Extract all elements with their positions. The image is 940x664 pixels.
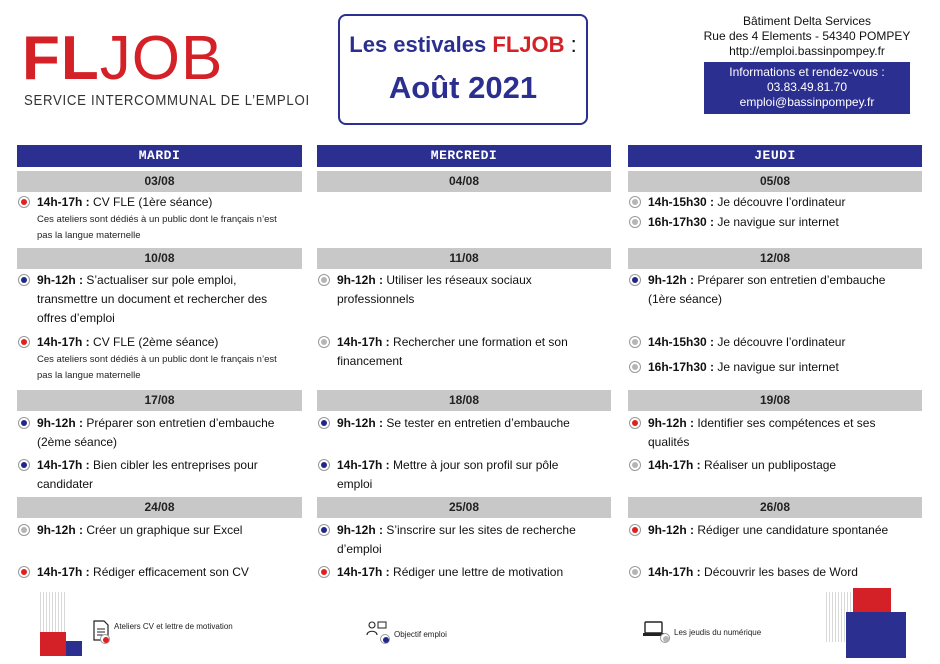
day-header-mercredi: MERCREDI (317, 145, 611, 167)
date-bar: 19/08 (628, 390, 922, 411)
category-objectif-dot (318, 524, 330, 536)
day-header-jeudi: JEUDI (628, 145, 922, 167)
category-cv-dot (18, 566, 30, 578)
contact-info-box (704, 62, 910, 114)
title-box (338, 14, 588, 125)
date-bar: 24/08 (17, 497, 302, 518)
category-numerique-dot (318, 336, 330, 348)
logo-wordmark (22, 24, 224, 93)
date-bar: 17/08 (17, 390, 302, 411)
date-bar: 05/08 (628, 171, 922, 192)
date-bar: 26/08 (628, 497, 922, 518)
legend-objectif: Objectif emploi (394, 630, 447, 639)
date-bar: 12/08 (628, 248, 922, 269)
category-numerique-dot (629, 459, 641, 471)
category-cv-dot (629, 417, 641, 429)
logo-subtitle: SERVICE INTERCOMMUNAL DE L’EMPLOI (24, 92, 310, 109)
date-bar: 18/08 (317, 390, 611, 411)
category-objectif-dot (18, 417, 30, 429)
contact-website[interactable]: http://emploi.bassinpompey.fr (729, 44, 885, 58)
date-bar: 11/08 (317, 248, 611, 269)
decor-red-square (40, 632, 66, 656)
decor-blue-square (66, 641, 82, 656)
decor-red-square (853, 588, 891, 612)
day-header-mardi: MARDI (17, 145, 302, 167)
category-cv-dot (318, 566, 330, 578)
date-bar: 03/08 (17, 171, 302, 192)
category-numerique-dot (318, 274, 330, 286)
logo-job: JOB (99, 24, 224, 93)
category-objectif-dot (318, 459, 330, 471)
category-numerique-dot (629, 196, 641, 208)
contact-phone[interactable]: 03.83.49.81.70 (766, 80, 848, 94)
category-objectif-dot (18, 459, 30, 471)
category-numerique-dot (660, 633, 670, 643)
decor-blue-square (846, 612, 906, 658)
category-objectif-dot (629, 274, 641, 286)
contact-email[interactable]: emploi@bassinpompey.fr (739, 95, 875, 109)
column-jeudi: JEUDI 05/08 14h-15h30 : Je découvre l’ordinateur 16h-17h30 : Je navigue sur internet 12/08 9h-12h : Préparer son entretien d’embauche (1ère séance) 14h-15h30 : Je découvre l’ordinateur 16h-17h30 : Je navigue sur internet 19/08 9h-12h : Identifier ses compétences et ses qualités 14h-17h : Réaliser un publipostage 26/08 9h-12h : Rédiger une candidature spontanée 14h-17h : Découvrir les bases de Word (628, 145, 922, 167)
contact-street: Rue des 4 Elements - 54340 POMPEY (703, 29, 911, 43)
category-cv-dot (629, 524, 641, 536)
title-line (340, 32, 586, 58)
category-objectif-dot (318, 417, 330, 429)
legend-numerique: Les jeudis du numérique (674, 628, 762, 637)
logo-fl: FL (22, 24, 100, 93)
contact-address (692, 14, 922, 59)
title-colon: : (564, 32, 577, 57)
category-cv-dot (18, 336, 30, 348)
category-numerique-dot (629, 336, 641, 348)
category-numerique-dot (18, 524, 30, 536)
contact-info-label: Informations et rendez-vous : (729, 65, 885, 79)
column-mardi: MARDI 03/08 14h-17h : CV FLE (1ère séance) Ces ateliers sont dédiés à un public dont le français n’est pas la langue maternelle 10/08 9h-12h : S’actualiser sur pole emploi, transmettre un document et rechercher des offres d’emploi 14h-17h : CV FLE (2ème séance) Ces ateliers sont dédiés à un public dont le français n’est pas la langue maternelle 17/08 9h-12h : Préparer son entretien d’embauche (2ème séance) 14h-17h : Bien cibler les entreprises pour candidater 24/08 9h-12h : Créer un graphique sur Excel 14h-17h : Rédiger efficacement son CV (17, 145, 302, 167)
date-bar: 10/08 (17, 248, 302, 269)
contact-building: Bâtiment Delta Services (742, 14, 872, 28)
date-bar: 25/08 (317, 497, 611, 518)
decor-hatch-square (40, 592, 66, 632)
category-numerique-dot (629, 566, 641, 578)
category-numerique-dot (629, 361, 641, 373)
legend-cv: Ateliers CV et lettre de motivation (114, 622, 233, 631)
category-numerique-dot (629, 216, 641, 228)
fljob-logo (22, 24, 312, 118)
category-objectif-dot (380, 634, 390, 644)
category-cv-dot (100, 634, 110, 644)
title-prefix: Les estivales (349, 32, 493, 57)
column-mercredi: MERCREDI 04/08 11/08 9h-12h : Utiliser les réseaux sociaux professionnels 14h-17h : Rechercher une formation et son financement 18/08 9h-12h : Se tester en entretien d’embauche 14h-17h : Mettre à jour son profil sur pôle emploi 25/08 9h-12h : S’inscrire sur les sites de recherche d’emploi 14h-17h : Rédiger une lettre de motivation (317, 145, 611, 167)
title-month: Août 2021 (388, 70, 538, 105)
title-brand: FLJOB (492, 32, 565, 57)
category-objectif-dot (18, 274, 30, 286)
category-cv-dot (18, 196, 30, 208)
date-bar: 04/08 (317, 171, 611, 192)
